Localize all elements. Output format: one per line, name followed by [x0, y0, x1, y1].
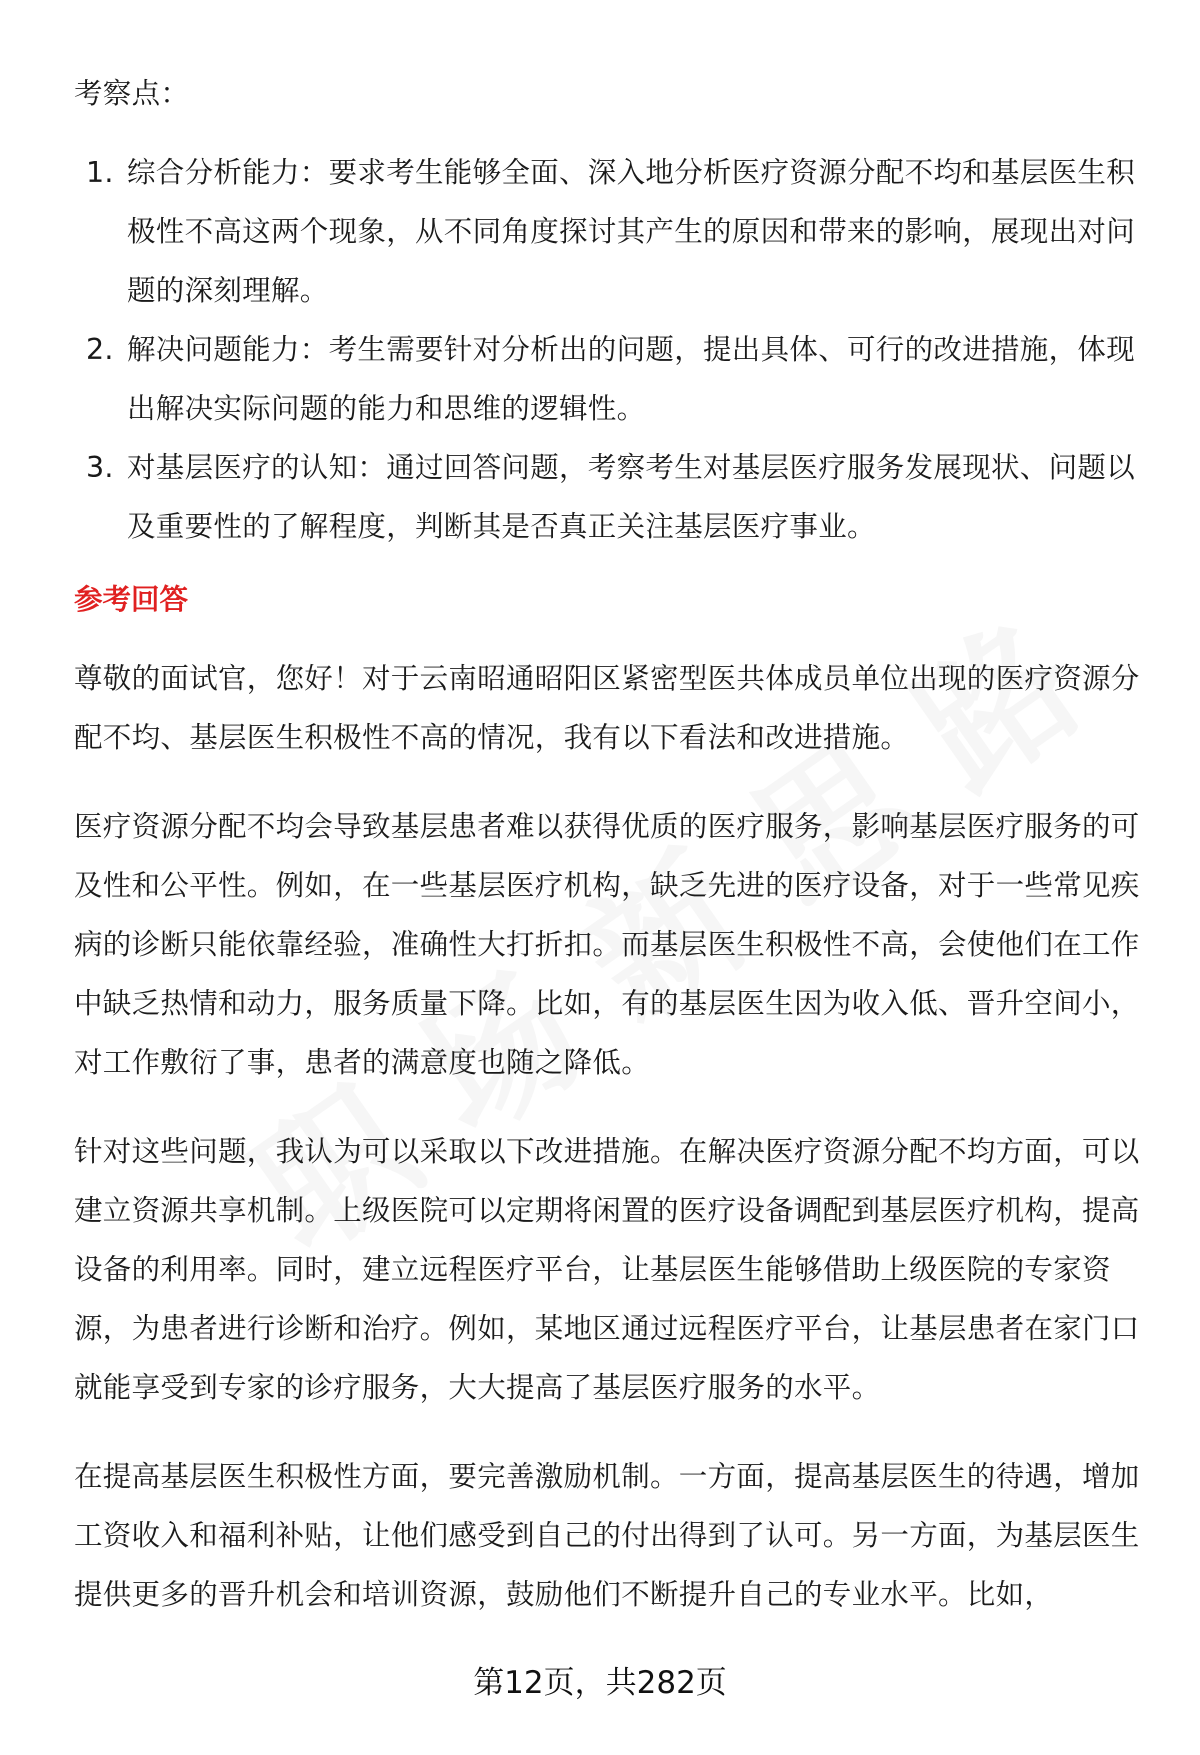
list-item-text: 对基层医疗的认知：通过回答问题，考察考生对基层医疗服务发展现状、问题以及重要性的了解程度，判断其是否真正关注基层医疗事业。	[127, 451, 1136, 543]
section-label: 考察点：	[74, 77, 190, 110]
assessment-points-list	[74, 143, 1146, 556]
answer-paragraph: 尊敬的面试官，您好！对于云南昭通昭阳区紧密型医共体成员单位出现的医疗资源分配不均、基层医生积极性不高的情况，我有以下看法和改进措施。	[74, 662, 1140, 754]
answer-paragraph: 针对这些问题，我认为可以采取以下改进措施。在解决医疗资源分配不均方面，可以建立资源共享机制。上级医院可以定期将闲置的医疗设备调配到基层医疗机构，提高设备的利用率。同时，建立远程医疗平台，让基层医生能够借助上级医院的专家资源，为患者进行诊断和治疗。例如，某地区通过远程医疗平台，让基层患者在家门口就能享受到专家的诊疗服务，大大提高了基层医疗服务的水平。	[74, 1135, 1140, 1404]
list-item-number: 1.	[86, 156, 114, 189]
list-item-text: 解决问题能力：考生需要针对分析出的问题，提出具体、可行的改进措施，体现出解决实际问题的能力和思维的逻辑性。	[127, 333, 1136, 425]
list-item	[74, 320, 1146, 438]
answer-paragraph: 医疗资源分配不均会导致基层患者难以获得优质的医疗服务，影响基层医疗服务的可及性和公平性。例如，在一些基层医疗机构，缺乏先进的医疗设备，对于一些常见疾病的诊断只能依靠经验，准确性大打折扣。而基层医生积极性不高，会使他们在工作中缺乏热情和动力，服务质量下降。比如，有的基层医生因为收入低、晋升空间小，对工作敷衍了事，患者的满意度也随之降低。	[74, 810, 1140, 1079]
answer-heading: 参考回答	[74, 583, 189, 616]
list-item	[74, 438, 1146, 556]
list-item-number: 2.	[86, 333, 114, 366]
page-footer: 第12页，共282页	[473, 1665, 727, 1701]
list-item	[74, 143, 1146, 320]
list-item-number: 3.	[86, 451, 114, 484]
list-item-text: 综合分析能力：要求考生能够全面、深入地分析医疗资源分配不均和基层医生积极性不高这两个现象，从不同角度探讨其产生的原因和带来的影响，展现出对问题的深刻理解。	[127, 156, 1136, 307]
answer-paragraph: 在提高基层医生积极性方面，要完善激励机制。一方面，提高基层医生的待遇，增加工资收入和福利补贴，让他们感受到自己的付出得到了认可。另一方面，为基层医生提供更多的晋升机会和培训资源，鼓励他们不断提升自己的专业水平。比如，	[74, 1460, 1140, 1611]
document-page	[74, 64, 1146, 1654]
